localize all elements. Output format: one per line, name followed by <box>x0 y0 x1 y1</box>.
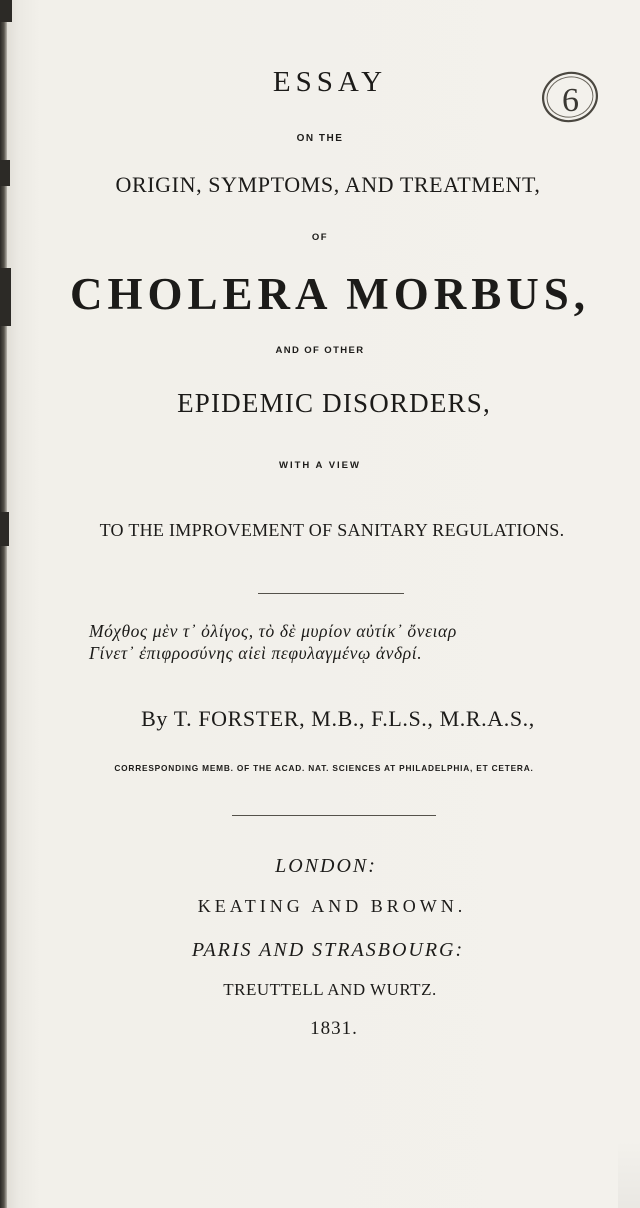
improvement-line: TO THE IMPROVEMENT OF SANITARY REGULATIONS. <box>99 520 565 540</box>
epidemic-line: EPIDEMIC DISORDERS, <box>177 388 491 418</box>
divider-rule <box>232 815 436 816</box>
origin-line: ORIGIN, SYMPTOMS, AND TREATMENT, <box>115 172 541 197</box>
imprint-city-1: LONDON: <box>275 855 377 877</box>
main-title: CHOLERA MORBUS, <box>69 269 591 319</box>
and-of-other-text: AND OF OTHER <box>275 345 365 356</box>
epigraph-line-1: Μόχθος μὲν τ᾽ ὀλίγος, τὸ δὲ μυρίον αὐτίκ᾽ ὄνειαρ <box>89 621 457 641</box>
imprint-city-2: PARIS AND STRASBOURG: <box>191 939 465 961</box>
imprint-publisher-2: TREUTTELL AND WURTZ. <box>223 980 437 999</box>
binding-mark <box>0 512 9 546</box>
of-text: OF <box>311 232 329 243</box>
page-edge-shadow <box>618 1140 640 1208</box>
imprint-year: 1831. <box>310 1018 358 1039</box>
stamp-number: 6 <box>562 82 579 119</box>
on-the-text: ON THE <box>296 133 344 144</box>
binding-mark <box>0 0 12 22</box>
epigraph-line-2: Γίνετ᾽ ἐπιφροσύνης αἰεὶ πεφυλαγμένῳ ἀνδρί. <box>89 643 423 663</box>
author-name: T. FORSTER, M.B., F.L.S., M.R.A.S., <box>173 706 535 731</box>
author-line <box>18 706 640 732</box>
imprint-publisher-1: KEATING AND BROWN. <box>197 896 467 916</box>
author-affiliation: CORRESPONDING MEMB. OF THE ACAD. NAT. SCIENCES AT PHILADELPHIA, ET CETERA. <box>114 763 534 773</box>
essay-heading: ESSAY <box>272 66 388 98</box>
author-by: By <box>141 706 169 731</box>
with-a-view-text: WITH A VIEW <box>279 460 361 471</box>
divider-rule <box>258 593 404 594</box>
